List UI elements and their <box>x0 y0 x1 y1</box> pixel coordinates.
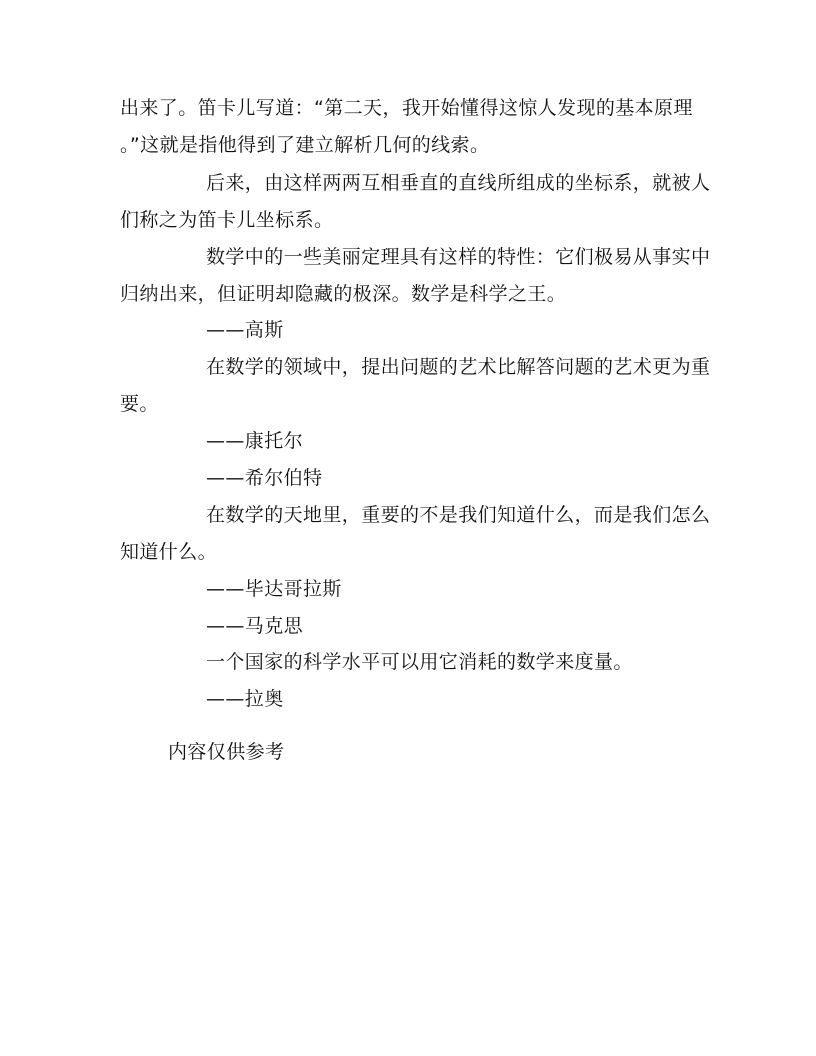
text-line: 出来了。笛卡儿写道：“第二天，我开始懂得这惊人发现的基本原理 <box>120 97 693 119</box>
attribution-hilbert: ——希尔伯特 <box>206 467 323 489</box>
text-line: 知道什么。 <box>120 541 218 563</box>
footer-note: 内容仅供参考 <box>168 741 285 763</box>
paragraph-start: 数学中的一些美丽定理具有这样的特性：它们极易从事实中 <box>206 246 711 268</box>
attribution-gauss: ——高斯 <box>206 319 284 341</box>
text-line: 归纳出来，但证明却隐藏的极深。数学是科学之王。 <box>120 283 567 305</box>
attribution-cantor: ——康托尔 <box>206 430 304 452</box>
paragraph-start: 在数学的领域中，提出问题的艺术比解答问题的艺术更为重 <box>206 356 711 378</box>
attribution-rao: ——拉奥 <box>206 688 284 710</box>
paragraph-start: 后来，由这样两两互相垂直的直线所组成的坐标系，就被人 <box>206 172 711 194</box>
attribution-marx: ——马克思 <box>206 615 304 637</box>
text-line: 要。 <box>120 393 159 415</box>
paragraph-start: 一个国家的科学水平可以用它消耗的数学来度量。 <box>206 651 633 673</box>
paragraph-start: 在数学的天地里，重要的不是我们知道什么，而是我们怎么 <box>206 504 711 526</box>
text-line: 们称之为笛卡儿坐标系。 <box>120 209 334 231</box>
text-line: 。”这就是指他得到了建立解析几何的线索。 <box>120 134 490 156</box>
attribution-pythagoras: ——毕达哥拉斯 <box>206 578 342 600</box>
